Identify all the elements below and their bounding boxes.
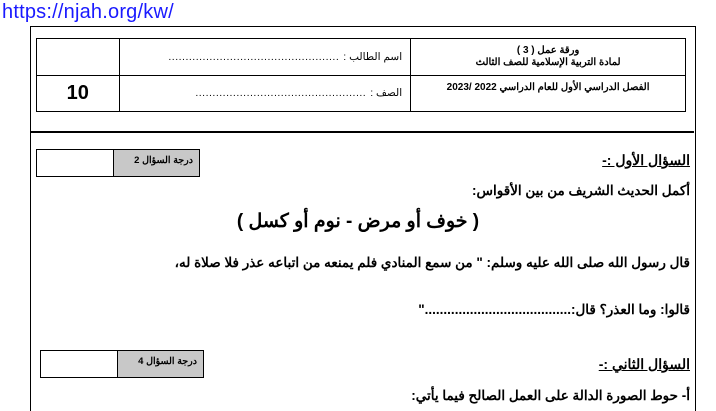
worksheet-title: ورقة عمل ( 3 ) [516,44,580,56]
subject-line: لمادة التربية الإسلامية للصف الثالث [475,56,621,68]
term-line: الفصل الدراسي الأول للعام الدراسي 2022 /2023 [446,81,650,93]
class-cell [119,75,411,112]
class-field[interactable]: .................................................. [195,87,367,100]
q1-options: ( خوف أو مرض - نوم أو كسل ) [236,211,480,232]
q2-grade-box [40,350,204,378]
student-name-label: اسم الطالب : [343,50,403,63]
q1-instruction: أكمل الحديث الشريف من بين الأقواس: [472,183,690,198]
q1-hadith-line1: قال رسول الله صلى الله عليه وسلم: " من سمع المنادي فلم يمنعه من اتباعه عذر فلا صلاة له، [174,255,690,270]
q1-heading: السؤال الأول :- [602,152,690,168]
q1-grade-input[interactable] [37,150,114,176]
watermark-url[interactable]: https://njah.org/kw/ [2,1,174,23]
student-name-cell [119,39,411,76]
term-cell [411,75,686,112]
section-divider [30,131,694,133]
q2-grade-input[interactable] [41,351,118,377]
total-score: 10 [37,75,120,112]
title-cell [411,39,686,76]
q2-instruction: أ- حوط الصورة الدالة على العمل الصالح فيما يأتي: [411,388,690,403]
header-table [36,38,686,112]
student-name-field[interactable]: .................................................. [168,50,340,63]
q1-grade-box [36,149,200,177]
q1-hadith-line2: قالوا: وما العذر؟ قال:......................................." [418,302,690,317]
q2-grade-label: درجة السؤال 4 [118,351,203,377]
q2-heading: السؤال الثاني :- [598,356,690,372]
class-label: الصف : [370,87,403,100]
empty-score-cell [37,39,120,76]
q1-grade-label: درجة السؤال 2 [114,150,199,176]
